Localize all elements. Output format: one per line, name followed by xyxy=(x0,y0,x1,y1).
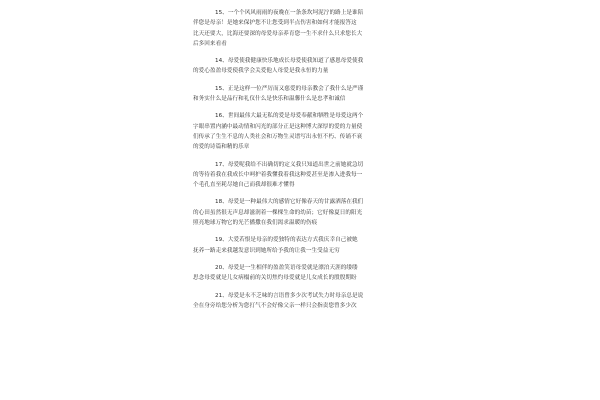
paragraph xyxy=(193,111,415,152)
paragraph-line: 们传承了生生不息的人类社会和万物生灵谱写出永恒不朽、传诵不衰 xyxy=(193,133,363,140)
paragraph-first-line: 20、母爱是一生相伴的盈盈笑语母爱就是漂泊天涯的缕缕 xyxy=(215,264,358,271)
paragraph xyxy=(193,84,415,105)
paragraph-first-line: 21、母爱是永不乏味的言语曾多少次考试失力时母亲总是说 xyxy=(215,292,364,299)
paragraph-line: 后多回来看看 xyxy=(193,40,227,47)
paragraph-line: 伴您是母亲！是她来保护您不让您受到半点伤害和如何才能报答这 xyxy=(193,20,357,27)
paragraph xyxy=(193,56,415,77)
paragraph xyxy=(193,197,415,228)
paragraph-line: 的心田虽然很无声息却滋润着一棵棵生命的幼苗；它好像夏日的阳光 xyxy=(193,209,363,216)
paragraph-first-line: 15、一个个风风雨雨的夜晚在一条条坎坷泥泞的路上是谁陪 xyxy=(215,10,364,16)
paragraph-line: 全在身旁给您分析为您打气不会好像父亲一样只会指责您曾多少次 xyxy=(193,302,357,309)
paragraph-first-line: 15、正是这样一位严厉而又慈爱的母亲教会了我什么是严谨 xyxy=(215,85,364,92)
paragraph xyxy=(193,263,415,284)
paragraph-line: 字眼串置内涵中最动情和闪光的部分正是这种博大深厚的爱的力量使 xyxy=(193,123,363,130)
paragraph-first-line: 14、母爱使我健康快乐地成长母爱使我知道了感恩母爱使我 xyxy=(215,58,364,65)
paragraph-line: 抚养一路走来我越发意识到她所给予我的让我一生受益无穷 xyxy=(193,247,340,254)
paragraph xyxy=(193,160,415,191)
document-body xyxy=(193,8,415,318)
paragraph xyxy=(193,235,415,256)
paragraph-line: 个毛孔直至耗尽她自己而我却很难才懂得 xyxy=(193,182,295,189)
paragraph-first-line: 16、世间最伟大最无私的爱是母爱奉献和牺牲是母爱这两个 xyxy=(215,113,364,120)
paragraph-line: 照亮地球万物它的光芒播撒在我们渴求温暖的伤痕 xyxy=(193,220,318,227)
paragraph-line: 的等待着我在我成长中呵护着我懂我着我这种爱甚至是渗入进我每一 xyxy=(193,171,363,178)
paragraph-first-line: 18、母爱是一种最伟大的感情它好像春天的甘露洒落在我们 xyxy=(215,199,364,206)
paragraph xyxy=(193,8,415,49)
paragraph xyxy=(193,291,415,312)
paragraph-line: 和务实什么是品行和礼仪什么是快乐和温馨什么是忠孝和诚信 xyxy=(193,96,346,103)
paragraph-line: 的爱的诗篇和精的乐章 xyxy=(193,144,250,151)
paragraph-first-line: 17、母爱呢我给不出确切的定义我只知道出世之前她就急切 xyxy=(215,161,364,168)
paragraph-line: 比天还要大，比海还要深的母爱母亲养育您一生不求什么只求您长大 xyxy=(193,30,363,37)
paragraph-line: 的爱心盈盈母爱使我学会关爱他人母爱是我永恒的力量 xyxy=(193,68,329,75)
paragraph-line: 思念母爱就是儿女病榻前的关切焦灼母爱就是儿女成长的殷殷期盼 xyxy=(193,275,357,282)
paragraph-first-line: 19、大爱若恨是母亲的爱独特的表达方式我庆幸自己被她 xyxy=(215,237,358,244)
